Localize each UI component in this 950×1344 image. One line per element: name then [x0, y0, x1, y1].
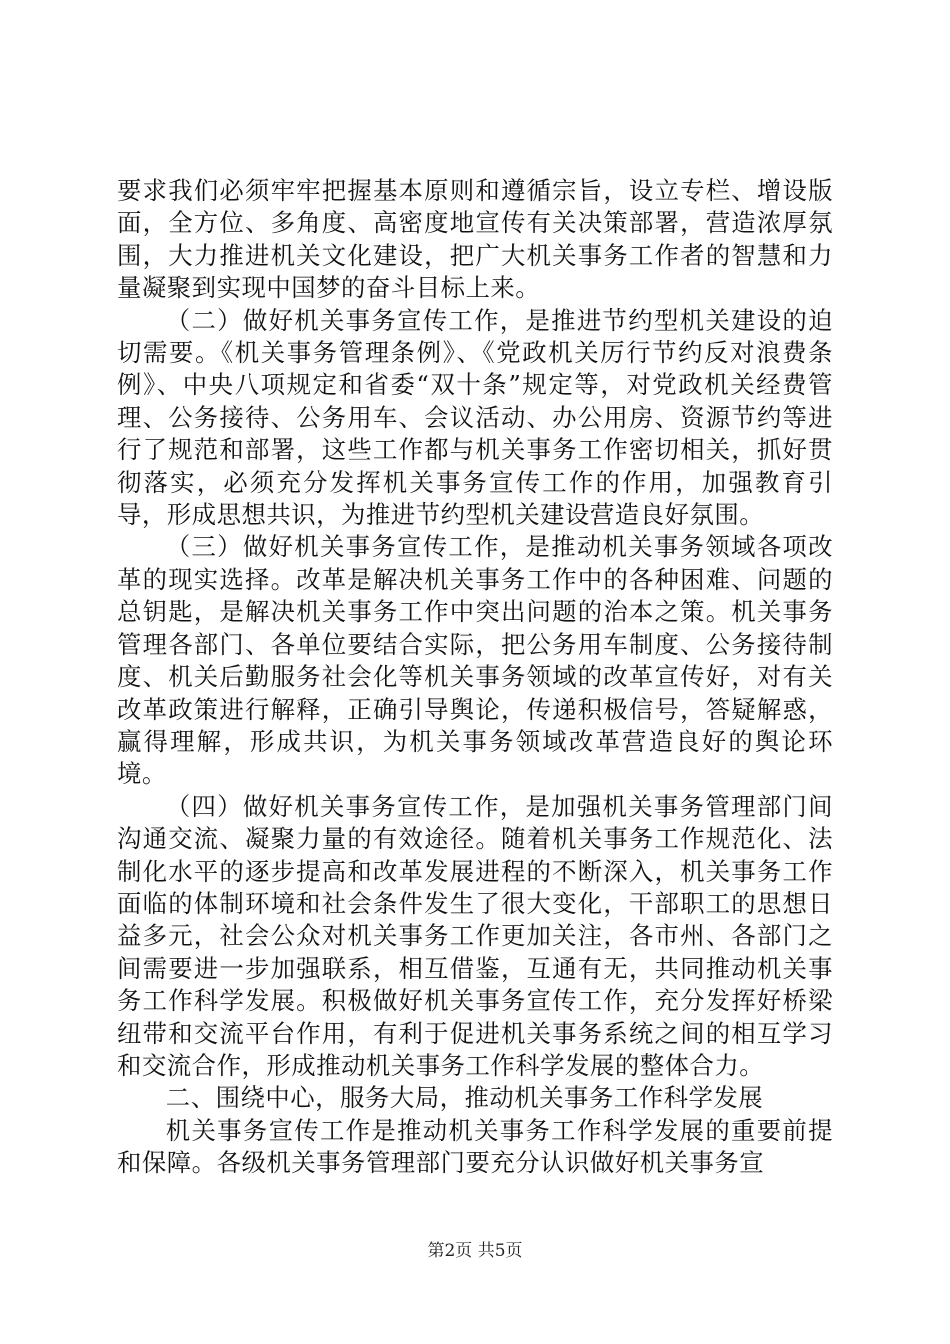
paragraph-section-intro: 机关事务宣传工作是推动机关事务工作科学发展的重要前提和保障。各级机关事务管理部门要充分认识做好机关事务宣	[117, 1115, 833, 1178]
page-footer	[0, 1240, 950, 1262]
paragraph-item-2: （二）做好机关事务宣传工作，是推进节约型机关建设的迫切需要。《机关事务管理条例》、《党政机关厉行节约反对浪费条例》、中央八项规定和省委“双十条”规定等，对党政机关经费管理、公务接待、公务用车、会议活动、办公用房、资源节约等进行了规范和部署，这些工作都与机关事务工作密切相关，抓好贯彻落实，必须充分发挥机关事务宣传工作的作用，加强教育引导，形成思想共识，为推进节约型机关建设营造良好氛围。	[117, 305, 833, 530]
page-number-label: 第2页 共5页	[427, 1241, 523, 1261]
paragraph-item-4: （四）做好机关事务宣传工作，是加强机关事务管理部门间沟通交流、凝聚力量的有效途径。随着机关事务工作规范化、法制化水平的逐步提高和改革发展进程的不断深入，机关事务工作面临的体制环境和社会条件发生了很大变化，干部职工的思想日益多元，社会公众对机关事务工作更加关注，各市州、各部门之间需要进一步加强联系，相互借鉴，互通有无，共同推动机关事务工作科学发展。积极做好机关事务宣传工作，充分发挥好桥梁纽带和交流平台作用，有利于促进机关事务系统之间的相互学习和交流合作，形成推动机关事务工作科学发展的整体合力。	[117, 791, 833, 1080]
section-heading: 二、围绕中心，服务大局，推动机关事务工作科学发展	[165, 1083, 764, 1113]
paragraph-continuation: 要求我们必须牢牢把握基本原则和遵循宗旨，设立专栏、增设版面，全方位、多角度、高密度地宣传有关决策部署，营造浓厚氛围，大力推进机关文化建设，把广大机关事务工作者的智慧和力量凝聚到实现中国梦的奋斗目标上来。	[117, 176, 833, 303]
document-body	[117, 175, 833, 1180]
paragraph-item-3: （三）做好机关事务宣传工作，是推动机关事务领域各项改革的现实选择。改革是解决机关事务工作中的各种困难、问题的总钥匙，是解决机关事务工作中突出问题的治本之策。机关事务管理各部门、各单位要结合实际，把公务用车制度、公务接待制度、机关后勤服务社会化等机关事务领域的改革宣传好，对有关改革政策进行解释，正确引导舆论，传递积极信号，答疑解惑，赢得理解，形成共识，为机关事务领域改革营造良好的舆论环境。	[117, 532, 833, 789]
